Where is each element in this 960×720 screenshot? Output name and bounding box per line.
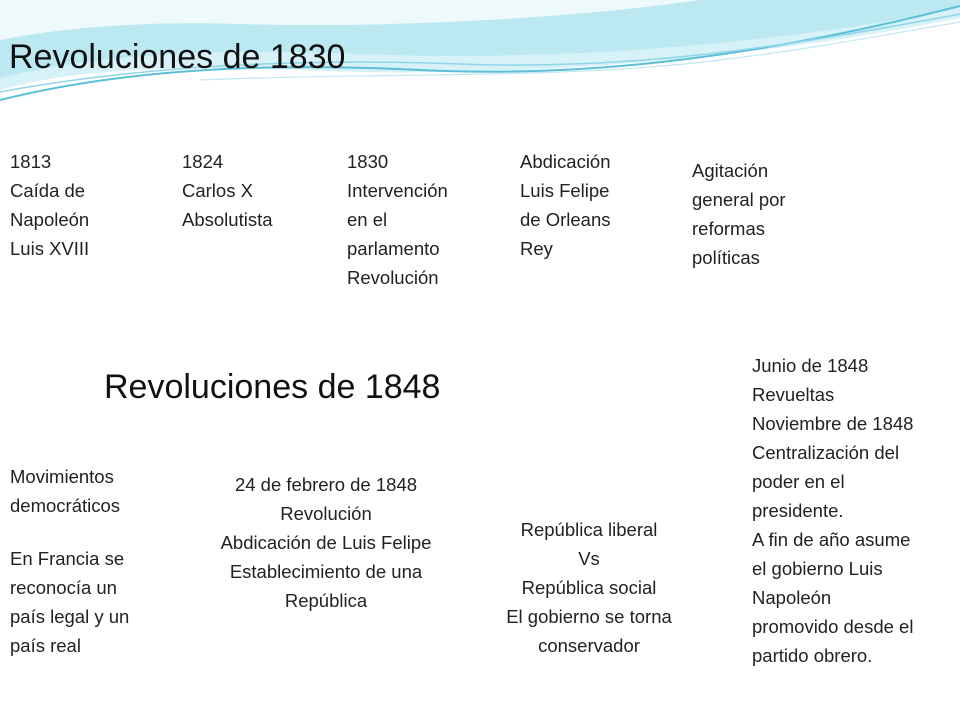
- text-line: Luis XVIII: [10, 238, 90, 259]
- block-1824-carlos-x: [182, 147, 273, 234]
- text-line: Abdicación de Luis Felipe: [220, 532, 432, 553]
- text-line: Revolución: [280, 503, 372, 524]
- text-line: partido obrero.: [752, 645, 873, 666]
- block-junio-noviembre-1848: [752, 351, 913, 670]
- block-agitacion-general: [692, 156, 786, 272]
- block-movimientos-democraticos: [10, 462, 120, 520]
- text-line: Intervención: [347, 180, 448, 201]
- text-line: Rey: [520, 238, 553, 259]
- text-line: país legal y un: [10, 606, 130, 627]
- text-line: 1824: [182, 151, 224, 172]
- text-line: poder en el: [752, 471, 845, 492]
- text-line: promovido desde el: [752, 616, 914, 637]
- block-republica-liberal-vs-social: [486, 515, 692, 660]
- block-abdicacion-luis-felipe-rey: [520, 147, 611, 263]
- text-line: República: [284, 590, 368, 611]
- text-line: 1813: [10, 151, 52, 172]
- text-line: general por: [692, 189, 786, 210]
- text-line: Revolución: [347, 267, 439, 288]
- text-line: Carlos X: [182, 180, 253, 201]
- text-line: Revueltas: [752, 384, 835, 405]
- text-line: en el: [347, 209, 388, 230]
- text-line: República social: [521, 577, 657, 598]
- text-line: Junio de 1848: [752, 355, 869, 376]
- text-line: Agitación: [692, 160, 769, 181]
- title-revoluciones-1830: Revoluciones de 1830: [9, 38, 346, 76]
- text-line: El gobierno se torna: [506, 606, 672, 627]
- text-line: el gobierno Luis: [752, 558, 883, 579]
- text-line: de Orleans: [520, 209, 611, 230]
- text-line: Establecimiento de una: [229, 561, 423, 582]
- text-line: Movimientos: [10, 466, 114, 487]
- text-line: Noviembre de 1848: [752, 413, 914, 434]
- block-francia-pais-legal-real: [10, 544, 129, 660]
- text-line: conservador: [538, 635, 640, 656]
- text-line: democráticos: [10, 495, 121, 516]
- block-1830-intervencion: [347, 147, 448, 292]
- text-line: 24 de febrero de 1848: [234, 474, 418, 495]
- text-line: Napoleón: [10, 209, 90, 230]
- text-line: Abdicación: [520, 151, 611, 172]
- text-line: Vs: [578, 548, 600, 569]
- text-line: reconocía un: [10, 577, 117, 598]
- text-line: Absolutista: [182, 209, 273, 230]
- text-line: Napoleón: [752, 587, 832, 608]
- text-line: 1830: [347, 151, 389, 172]
- text-line: parlamento: [347, 238, 440, 259]
- block-1813-caida-napoleon: [10, 147, 89, 263]
- text-line: En Francia se: [10, 548, 125, 569]
- text-line: país real: [10, 635, 81, 656]
- title-revoluciones-1848: Revoluciones de 1848: [104, 368, 441, 406]
- text-line: A fin de año asume: [752, 529, 911, 550]
- text-line: Centralización del: [752, 442, 900, 463]
- text-line: políticas: [692, 247, 760, 268]
- text-line: reformas: [692, 218, 765, 239]
- text-line: presidente.: [752, 500, 844, 521]
- text-line: Caída de: [10, 180, 86, 201]
- text-line: Luis Felipe: [520, 180, 610, 201]
- block-24-febrero-1848: [196, 470, 456, 615]
- text-line: República liberal: [520, 519, 658, 540]
